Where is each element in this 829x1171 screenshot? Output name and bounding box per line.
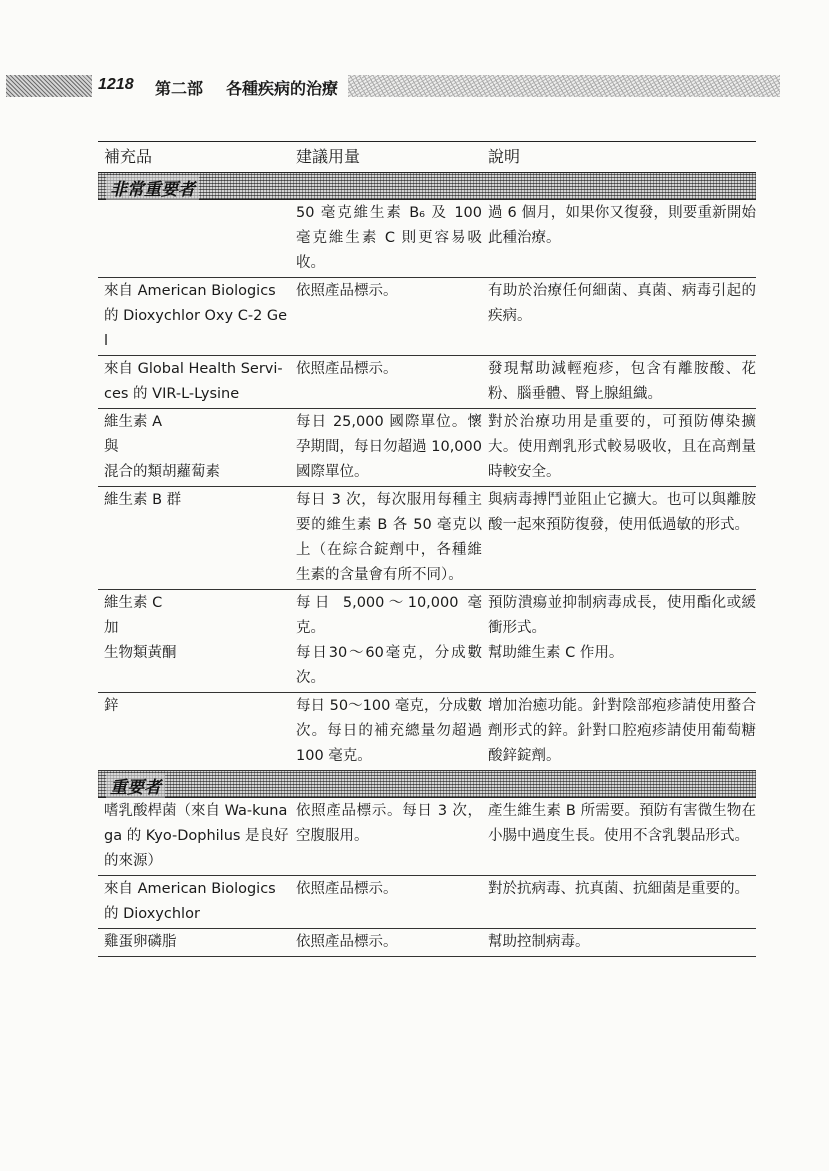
section-label: 重要者 (106, 773, 165, 798)
header-decoration-right (348, 75, 780, 97)
dosage-cell: 依照產品標示。 (296, 881, 398, 897)
note-cell: 與病毒搏鬥並阻止它擴大。也可以與離胺酸一起來預防復發，使用低過敏的形式。 (488, 492, 756, 533)
note-cell: 增加治癒功能。針對陰部疱疹請使用螯合劑形式的鋅。針對口腔疱疹請使用葡萄糖酸鋅錠劑。 (488, 698, 756, 764)
dosage-cell: 依照產品標示。 (296, 283, 398, 299)
note-cell: 預防潰瘍並抑制病毒成長，使用酯化或緩衝形式。 幫助維生素 C 作用。 (488, 595, 756, 661)
note-cell: 對於抗病毒、抗真菌、抗細菌是重要的。 (488, 881, 749, 897)
table-header (98, 142, 756, 173)
table-row (98, 200, 756, 278)
table-row (98, 409, 756, 487)
dosage-cell: 依照產品標示。 (296, 361, 398, 377)
header-decoration-left (6, 75, 92, 97)
note-cell: 發現幫助減輕疱疹，包含有離胺酸、花粉、腦垂體、腎上腺組織。 (488, 361, 756, 402)
column-header-supplement: 補充品 (104, 147, 153, 166)
dosage-cell: 每日 5,000～10,000 毫克。 每日30～60毫克，分成數次。 (296, 595, 482, 686)
table-row (98, 929, 756, 957)
table-row (98, 876, 756, 929)
dosage-cell: 每日 50～100 毫克，分成數次。每日的補充總量勿超過 100 毫克。 (296, 698, 482, 764)
table-row (98, 590, 756, 693)
note-cell: 幫助控制病毒。 (488, 934, 590, 950)
supplement-cell: 來自 Global Health Servi-ces 的 VIR-L-Lysine (104, 361, 283, 402)
page-number: 1218 (98, 76, 134, 93)
supplement-cell: 維生素 B 群 (104, 492, 182, 508)
note-cell: 產生維生素 B 所需要。預防有害微生物在小腸中過度生長。使用不含乳製品形式。 (488, 803, 756, 844)
supplement-cell: 嗜乳酸桿菌（來自 Wa-kunaga 的 Kyo-Dophilus 是良好的來源） (104, 803, 289, 869)
chapter-title: 各種疾病的治療 (226, 79, 339, 98)
table-row (98, 798, 756, 876)
note-cell: 有助於治療任何細菌、真菌、病毒引起的疾病。 (488, 283, 756, 324)
note-cell: 過 6 個月，如果你又復發，則要重新開始此種治療。 (488, 205, 756, 246)
table-row (98, 693, 756, 771)
table-row (98, 278, 756, 356)
note-cell: 對於治療功用是重要的，可預防傳染擴大。使用劑乳形式較易吸收，且在高劑量時較安全。 (488, 414, 756, 480)
table-row (98, 487, 756, 590)
dosage-cell: 每日 25,000 國際單位。懷孕期間，每日勿超過 10,000 國際單位。 (296, 414, 482, 480)
column-header-dosage: 建議用量 (296, 147, 361, 166)
part-label: 第二部 (155, 79, 204, 98)
running-header (0, 72, 829, 102)
supplement-cell: 來自 American Biologics 的 Dioxychlor (104, 881, 276, 922)
supplement-cell (98, 200, 290, 277)
supplement-cell: 來自 American Biologics 的 Dioxychlor Oxy C-2 Gel (104, 283, 288, 349)
section-very-important (98, 173, 756, 200)
column-header-note: 說明 (488, 147, 521, 166)
supplement-cell: 鋅 (104, 698, 119, 714)
table-row (98, 356, 756, 409)
supplement-cell: 維生素 A 與 混合的類胡蘿蔔素 (104, 414, 220, 480)
dosage-cell: 依照產品標示。每日 3 次，空腹服用。 (296, 803, 482, 844)
supplement-table (98, 141, 756, 957)
dosage-cell: 每日 3 次，每次服用每種主要的維生素 B 各 50 毫克以上（在綜合錠劑中，各種維生素的含量會有所不同）。 (296, 492, 482, 583)
supplement-cell: 維生素 C 加 生物類黃酮 (104, 595, 177, 661)
supplement-cell: 雞蛋卵磷脂 (104, 934, 177, 950)
dosage-cell: 50 毫克維生素 B₆ 及 100 毫克維生素 C 則更容易吸收。 (296, 205, 482, 271)
section-label: 非常重要者 (106, 175, 199, 200)
dosage-cell: 依照產品標示。 (296, 934, 398, 950)
section-important (98, 771, 756, 798)
